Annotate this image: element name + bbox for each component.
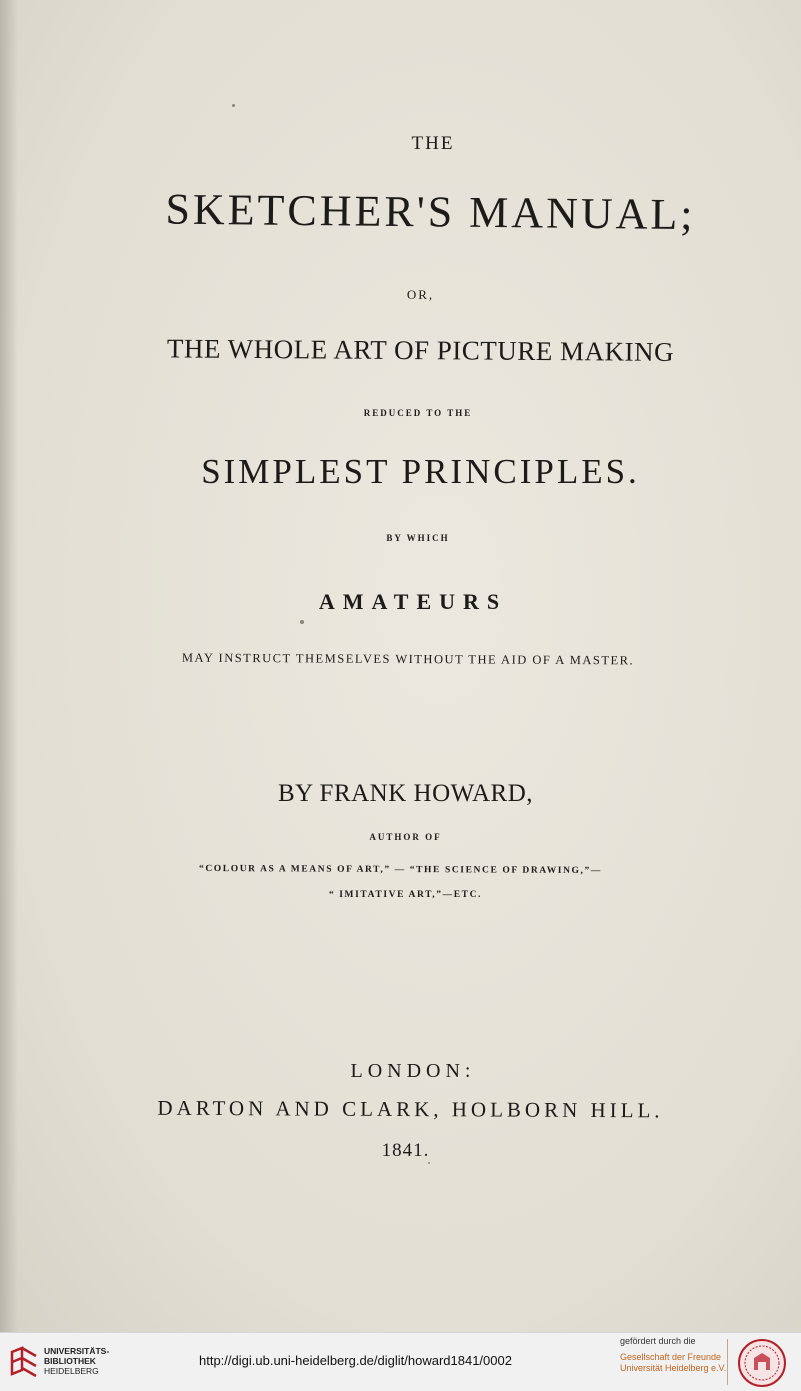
publisher: DARTON AND CLARK, HOLBORN HILL.	[157, 1095, 664, 1123]
sponsor-name	[620, 1352, 726, 1374]
library-name-line-1: UNIVERSITÄTS-	[44, 1346, 110, 1356]
footer-divider	[727, 1339, 728, 1385]
instruct-line: MAY INSTRUCT THEMSELVES WITHOUT THE AID OF A MASTER.	[181, 650, 635, 668]
reduced-to-the: REDUCED TO THE	[363, 408, 473, 418]
sponsor-name-line-2: Universität Heidelberg e.V.	[620, 1363, 727, 1373]
library-name-line-2: BIBLIOTHEK	[44, 1356, 96, 1366]
permalink-url[interactable]: http://digi.ub.uni-heidelberg.de/diglit/howard1841/0002	[199, 1353, 512, 1368]
ink-speck	[428, 1162, 430, 1164]
author-line: BY FRANK HOWARD,	[277, 780, 533, 807]
works-line-2: “ IMITATIVE ART,”—ETC.	[328, 890, 483, 900]
title-the: THE	[411, 133, 455, 154]
title-or: OR,	[406, 287, 435, 302]
amateurs: AMATEURS	[318, 589, 508, 614]
main-title: SKETCHER'S MANUAL;	[165, 184, 696, 240]
ink-speck	[300, 620, 304, 624]
library-name	[44, 1346, 109, 1376]
university-seal-icon	[737, 1338, 787, 1388]
funded-by-label: gefördert durch die	[620, 1336, 696, 1346]
by-which: BY WHICH	[386, 533, 450, 543]
year: 1841.	[381, 1140, 430, 1161]
author-of: AUTHOR OF	[369, 832, 442, 842]
city: LONDON:	[350, 1060, 476, 1082]
ink-speck	[232, 104, 235, 107]
library-name-line-3: HEIDELBERG	[44, 1366, 99, 1376]
works-line-1: “COLOUR AS A MEANS OF ART,” — “THE SCIENCE OF DRAWING,”—	[198, 863, 603, 877]
sponsor-name-line-1: Gesellschaft der Freunde	[620, 1352, 722, 1362]
simplest-principles: SIMPLEST PRINCIPLES.	[201, 452, 640, 491]
university-library-logo-icon	[8, 1344, 40, 1378]
subtitle: THE WHOLE ART OF PICTURE MAKING	[166, 333, 675, 367]
footer-bar	[0, 1332, 801, 1391]
